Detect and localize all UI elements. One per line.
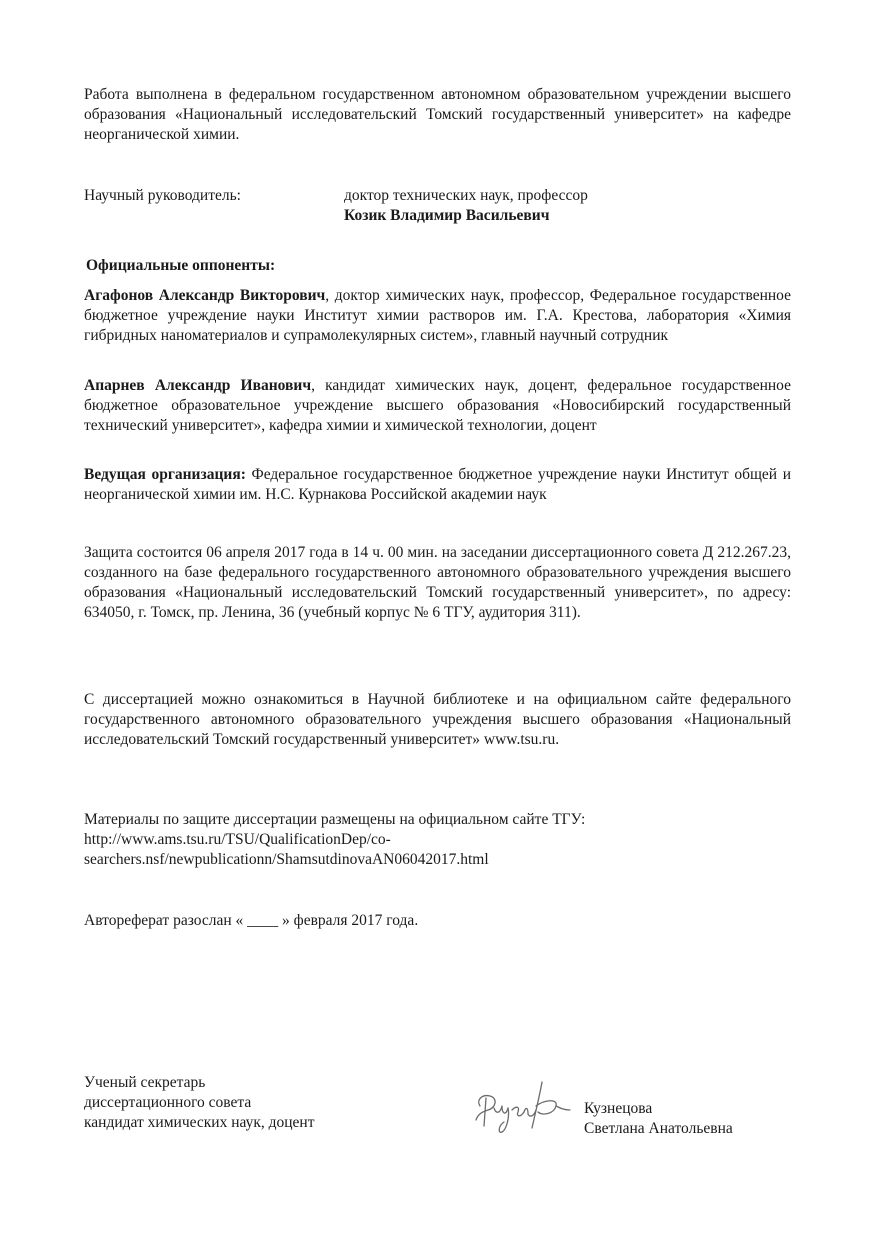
- opponent-2-details: , кандидат химических наук, доцент, федеральное государственное бюджетное образовательное учреждение высшего образования «Новосибирский государственный технический университет», кафедра химии и химической технологии, доцент: [84, 377, 792, 434]
- secretary-line-2: диссертационного совета: [84, 1094, 252, 1111]
- secretary-surname: Кузнецова: [584, 1100, 653, 1117]
- materials-url-line-1: http://www.ams.tsu.ru/TSU/QualificationDep/co-: [84, 831, 391, 848]
- opponent-2: [84, 376, 791, 436]
- abstract-sent-line: Автореферат разослан « ____ » февраля 2017 года.: [84, 912, 419, 929]
- secretary-name-block: [584, 1099, 733, 1139]
- supervisor-info: [344, 186, 588, 226]
- intro-paragraph: Работа выполнена в федеральном государственном автономном образовательном учреждении высшего образования «Национальный исследовательский Томский государственный университет» на кафедре неорганической химии.: [84, 86, 791, 143]
- leading-org-text: Федеральное государственное бюджетное учреждение науки Институт общей и неорганической химии им. Н.С. Курнакова Российской академии наук: [84, 466, 792, 503]
- materials-block: [84, 810, 791, 870]
- defense-paragraph: Защита состоится 06 апреля 2017 года в 14 ч. 00 мин. на заседании диссертационного совета Д 212.267.23, созданного на базе федерального государственного автономного образовательного учреждения высшего образования «Национальный исследовательский Томский государственный университет», по адресу: 634050, г. Томск, пр. Ленина, 36 (учебный корпус № 6 ТГУ, аудитория 311).: [84, 544, 791, 621]
- library-paragraph: С диссертацией можно ознакомиться в Научной библиотеке и на официальном сайте федерального государственного автономного образовательного учреждения высшего образования «Национальный исследовательский Томский государственный университет» www.tsu.ru.: [84, 691, 791, 748]
- opponents-heading: Официальные оппоненты:: [86, 257, 276, 274]
- handwritten-signature: [466, 1076, 574, 1138]
- leading-organization: [84, 465, 791, 505]
- leading-org-label: Ведущая организация:: [84, 466, 246, 483]
- materials-text: Материалы по защите диссертации размещены на официальном сайте ТГУ:: [84, 811, 586, 828]
- secretary-line-1: Ученый секретарь: [84, 1074, 206, 1091]
- supervisor-name: Козик Владимир Васильевич: [344, 207, 550, 224]
- opponent-1-name: Агафонов Александр Викторович: [84, 287, 326, 304]
- opponent-2-name: Апарнев Александр Иванович: [84, 377, 312, 394]
- materials-url-line-2: searchers.nsf/newpublicationn/ShamsutdinovaAN06042017.html: [84, 851, 489, 868]
- supervisor-label: Научный руководитель:: [84, 187, 241, 204]
- secretary-line-3: кандидат химических наук, доцент: [84, 1114, 315, 1131]
- secretary-given-names: Светлана Анатольевна: [584, 1120, 733, 1137]
- supervisor-degree: доктор технических наук, профессор: [344, 187, 588, 204]
- opponent-1-details: , доктор химических наук, профессор, Федеральное государственное бюджетное учреждение науки Институт химии растворов им. Г.А. Крестова, лаборатория «Химия гибридных наноматериалов и супрамолекулярных систем», главный научный сотрудник: [84, 287, 791, 344]
- opponent-1: [84, 286, 791, 346]
- secretary-title-block: [84, 1073, 315, 1133]
